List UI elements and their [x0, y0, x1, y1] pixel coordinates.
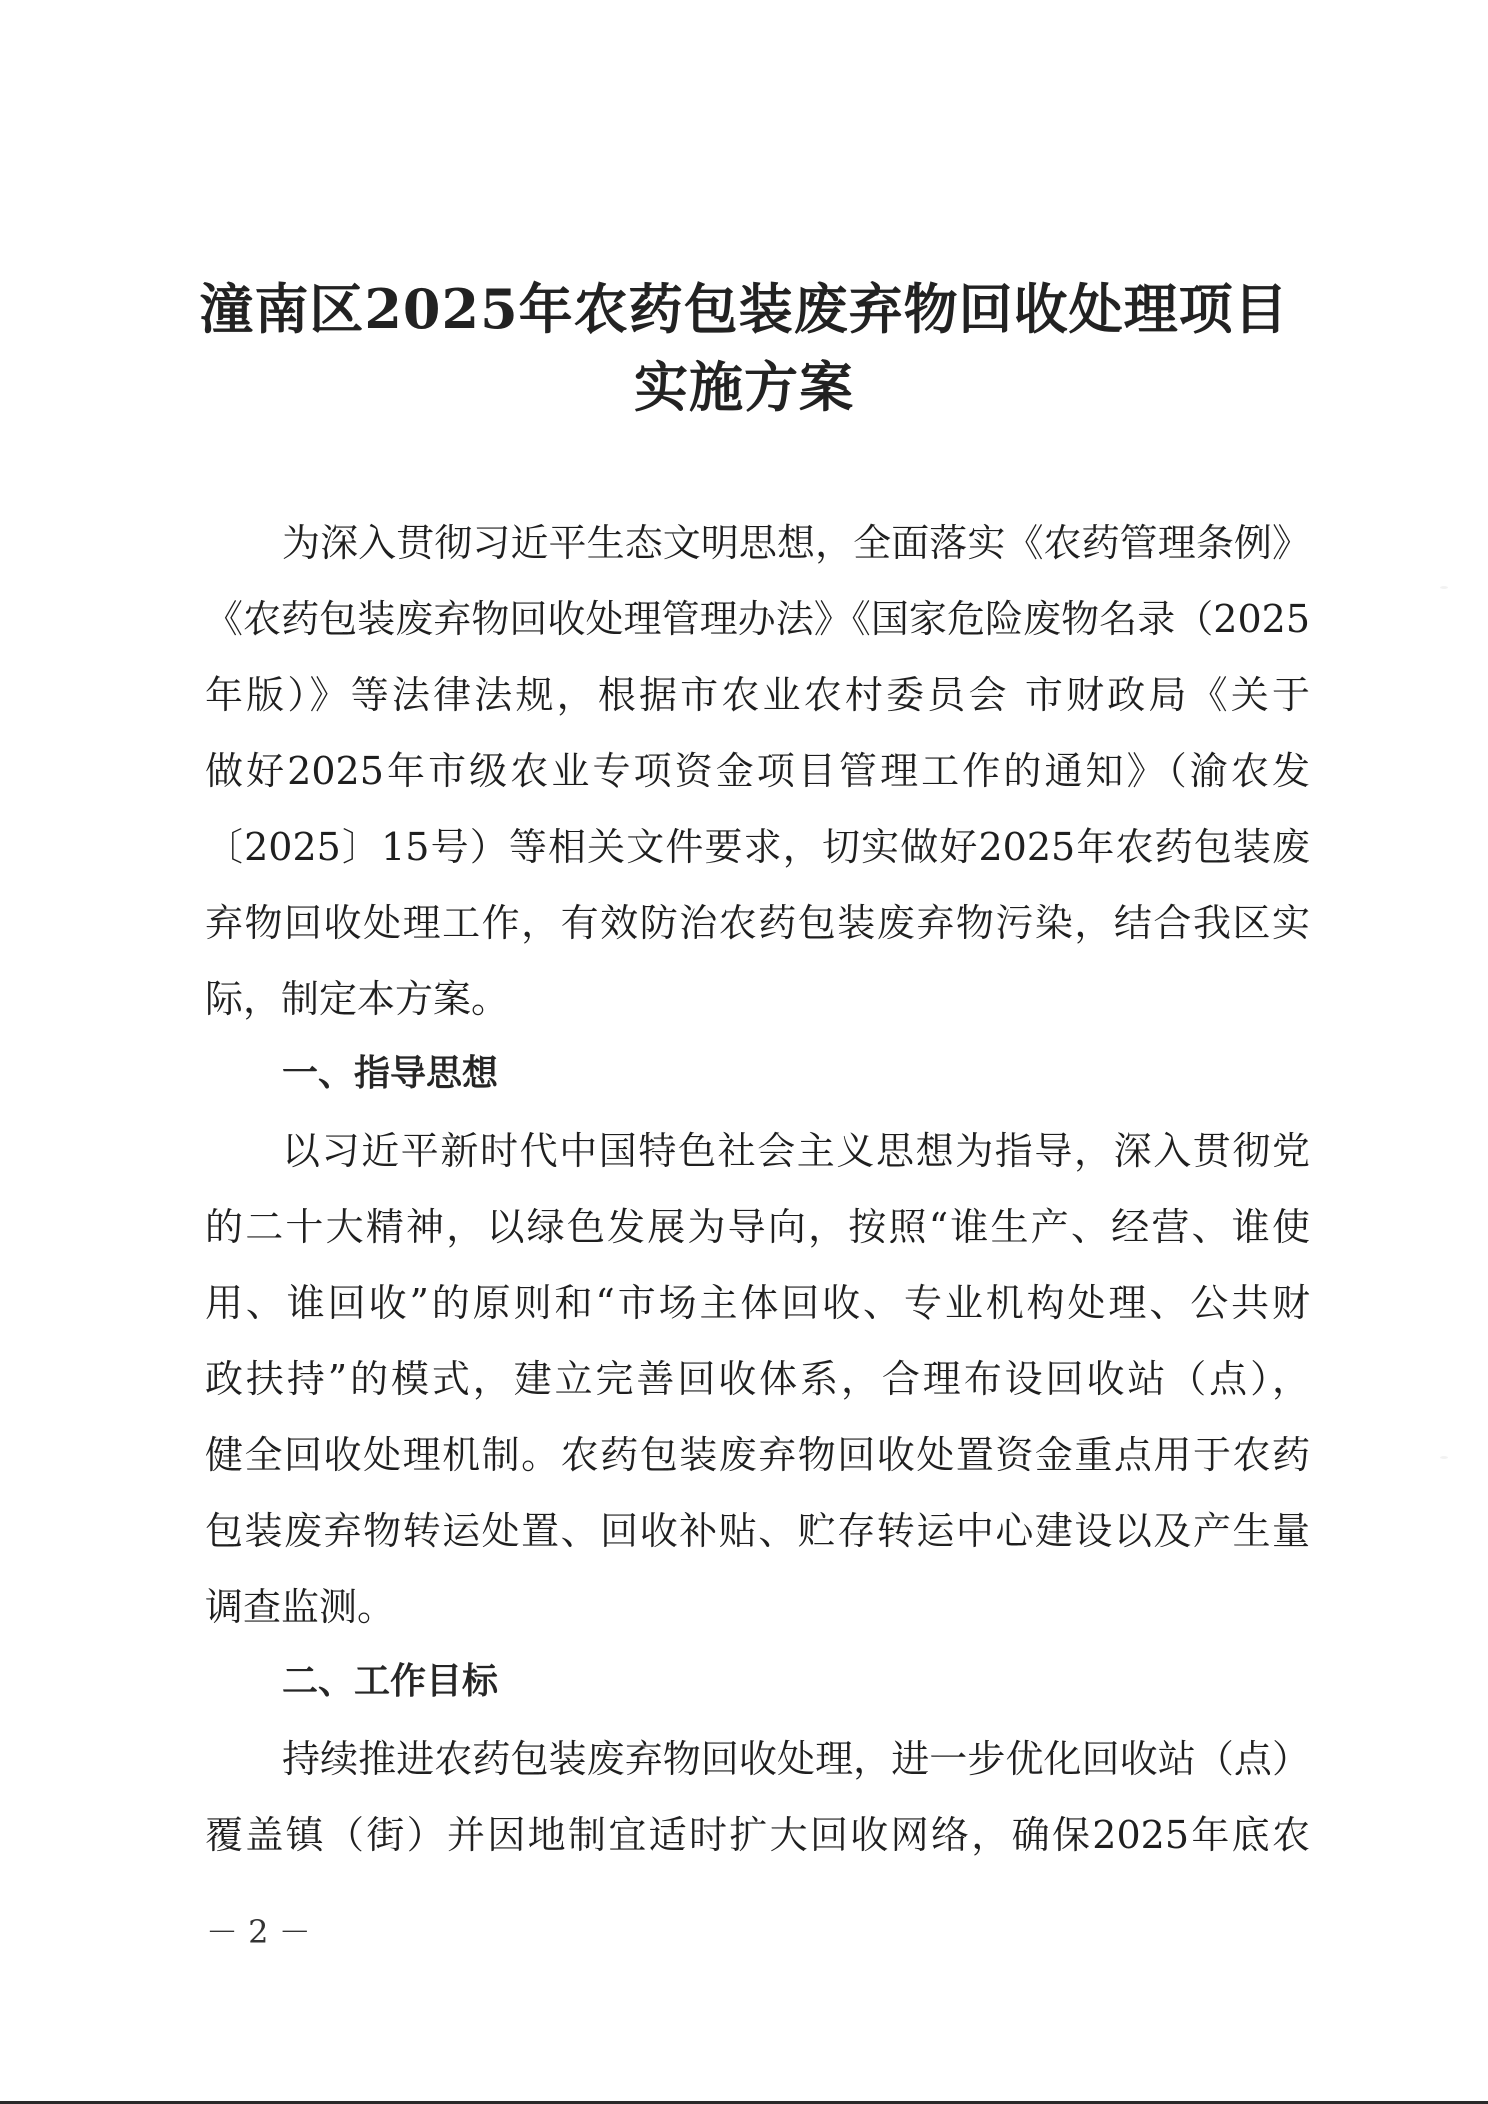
- intro-line-6: 弃物回收处理工作，有效防治农药包装废弃物污染，结合我区实: [205, 901, 1310, 945]
- section-1-line-3: 用、谁回收”的原则和“市场主体回收、专业机构处理、公共财: [205, 1281, 1310, 1325]
- scan-artifact: [1440, 586, 1448, 589]
- section-1-heading: 一、指导思想: [282, 1053, 499, 1094]
- intro-line-1: 为深入贯彻习近平生态文明思想，全面落实《农药管理条例》: [282, 521, 1310, 565]
- document-title-line-1: 潼南区2025年农药包装废弃物回收处理项目: [199, 277, 1289, 341]
- section-2-line-2: 覆盖镇（街）并因地制宜适时扩大回收网络，确保2025年底农: [205, 1813, 1310, 1857]
- section-1-line-2: 的二十大精神，以绿色发展为导向，按照“谁生产、经营、谁使: [205, 1205, 1310, 1249]
- section-1-line-7: 调查监测。: [205, 1585, 396, 1629]
- intro-line-5: 〔2025〕15号）等相关文件要求，切实做好2025年农药包装废: [205, 825, 1310, 869]
- document-title-line-2: 实施方案: [634, 355, 854, 419]
- intro-line-4: 做好2025年市级农业专项资金项目管理工作的通知》（渝农发: [205, 749, 1310, 793]
- section-1-line-4: 政扶持”的模式，建立完善回收体系，合理布设回收站（点），: [205, 1357, 1310, 1401]
- intro-line-7: 际，制定本方案。: [205, 977, 510, 1021]
- section-1-line-6: 包装废弃物转运处置、回收补贴、贮存转运中心建设以及产生量: [205, 1509, 1310, 1553]
- section-1-line-5: 健全回收处理机制。农药包装废弃物回收处置资金重点用于农药: [205, 1433, 1310, 1477]
- scan-artifact: [1440, 1456, 1448, 1459]
- section-2-line-1: 持续推进农药包装废弃物回收处理，进一步优化回收站（点）: [282, 1737, 1310, 1781]
- intro-line-3: 年版）》等法律法规，根据市农业农村委员会 市财政局《关于: [205, 673, 1310, 717]
- section-2-heading: 二、工作目标: [282, 1661, 499, 1702]
- section-1-line-1: 以习近平新时代中国特色社会主义思想为指导，深入贯彻党: [282, 1129, 1310, 1173]
- page-number: － 2 －: [206, 1913, 311, 1951]
- intro-line-2: 《农药包装废弃物回收处理管理办法》《国家危险废物名录（2025: [205, 597, 1310, 641]
